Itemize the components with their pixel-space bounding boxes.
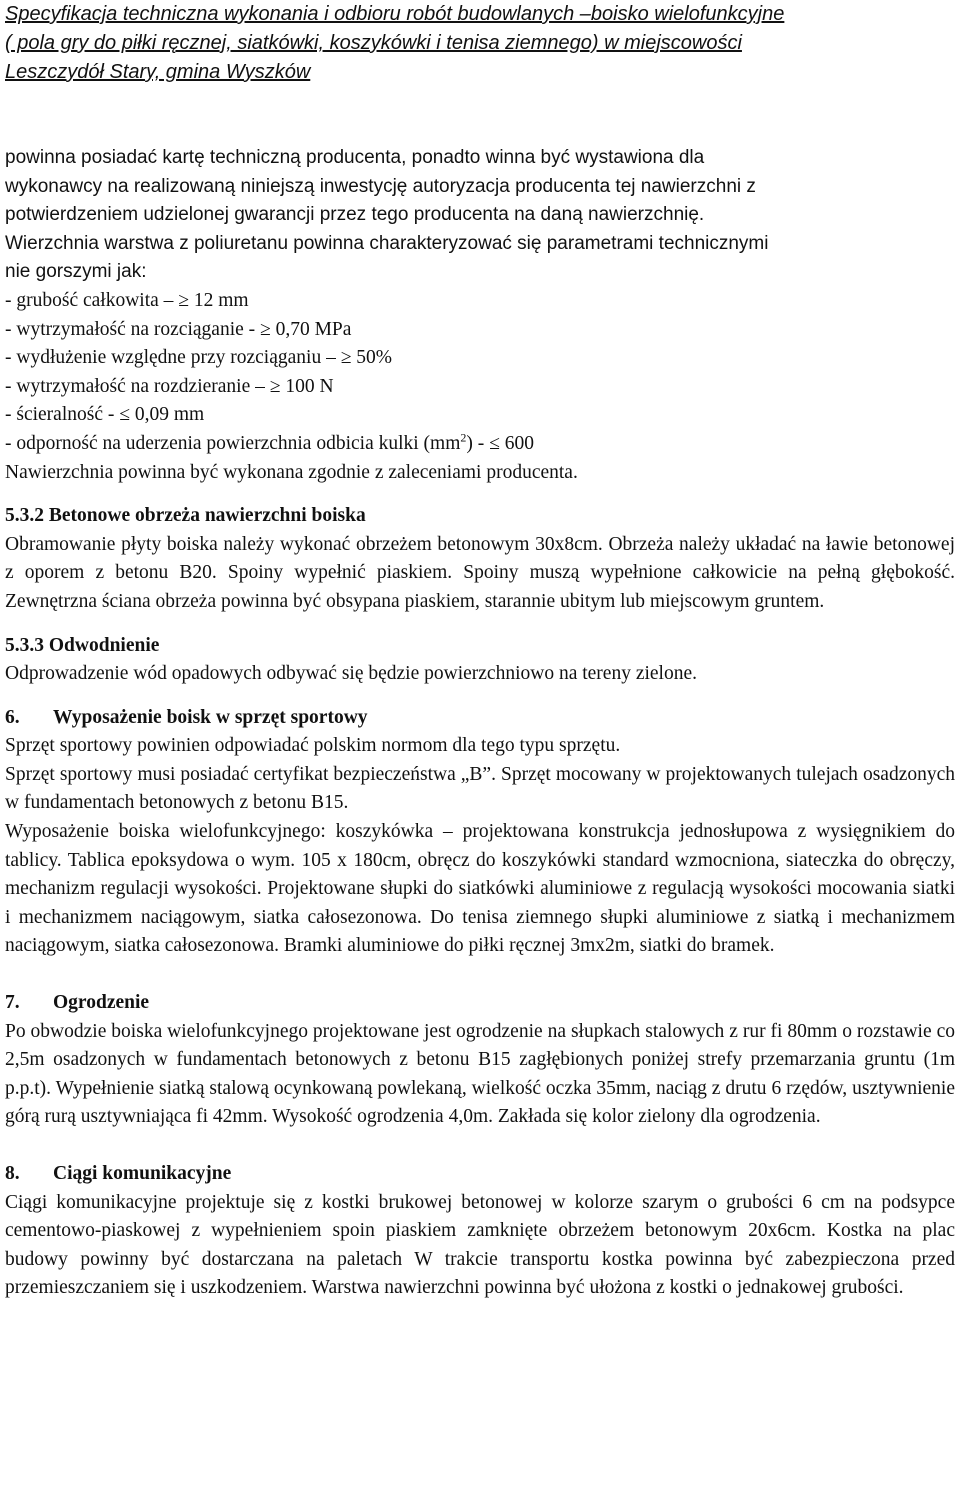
impact-text: - odporność na uderzenia powierzchnia odbicia kulki (mm [5, 432, 461, 454]
section-number: 7. [5, 992, 20, 1014]
section-number: 6. [5, 706, 20, 728]
param-item: - wytrzymałość na rozdzieranie – ≥ 100 N [5, 375, 334, 397]
section-8 [5, 1160, 955, 1303]
params-block [5, 230, 955, 487]
section-5-3-2 [5, 502, 955, 616]
params-intro-1: Wierzchnia warstwa z poliuretanu powinna charakteryzować się parametrami technicznymi [5, 232, 769, 254]
intro-line-1: powinna posiadać kartę techniczną producenta, ponadto winna być wystawiona dla [5, 147, 705, 168]
section-heading [5, 704, 955, 733]
impact-value: ) - ≤ 600 [466, 432, 534, 454]
section-text: Wyposażenie boiska wielofunkcyjnego: koszykówka – projektowana konstrukcja jednosłupowa z wysięgnikiem do tablicy. Tablica epoksydowa o wym. 105 x 180cm, obręcz do koszykówki standard wzmocniona, siateczka do obręczy, mechanizm regulacji wysokości. Projektowane słupki do siatkówki aluminiowe z regulacją wysokości mocowania siatki i mechanizmem naciągowym, siatka całosezonowa. Do tenisa ziemnego słupki aluminiowe z siatką i mechanizmem naciągowym, siatka całosezonowa. Bramki aluminiowe do piłki ręcznej 3mx2m, siatki do bramek. [5, 821, 955, 957]
section-heading [5, 632, 955, 661]
impact-superscript: 2 [460, 430, 467, 445]
section-heading [5, 502, 955, 531]
intro-paragraph [5, 144, 955, 230]
section-title: Odwodnienie [48, 634, 160, 656]
intro-line-2: wykonawcy na realizowaną niniejszą inwestycję autoryzacja producenta tej nawierzchni z [5, 175, 756, 197]
param-item: - ścieralność - ≤ 0,09 mm [5, 404, 205, 426]
section-7 [5, 989, 955, 1132]
param-item: - wydłużenie względne przy rozciąganiu – ≥ 50% [5, 347, 393, 369]
param-item-impact [5, 430, 955, 459]
param-item: - grubość całkowita – ≥ 12 mm [5, 289, 249, 311]
section-text: Odprowadzenie wód opadowych odbywać się będzie powierzchniowo na tereny zielone. [5, 663, 697, 685]
section-text: Po obwodzie boiska wielofunkcyjnego projektowane jest ogrodzenie na słupkach stalowych z rur fi 80mm o rozstawie co 2,5m osadzonych w fundamentach betonowych z betonu B15 zagłębionych poniżej strefy przemarzania gruntu (1m p.p.t). Wypełnienie siatką stalową ocynkowaną powlekaną, wielkość oczka 35mm, naciąg z drutu 6 rzędów, usztywnienie górą rurą usztywniająca fi 42mm. Wysokość ogrodzenia 4,0m. Zakłada się kolor zielony dla ogrodzenia. [5, 1020, 955, 1128]
section-text: Sprzęt sportowy powinien odpowiadać polskim normom dla tego typu sprzętu. [5, 735, 621, 757]
section-text: Ciągi komunikacyjne projektuje się z kostki brukowej betonowej w kolorze szarym o grubości 6 cm na podsypce cementowo-piaskowej z wypełnieniem spoin piaskiem zamknięte obrzeżem betonowym 20x6cm. Kostka na plac budowy powinny być dostarczana na paletach W trakcie transportu kostka powinna być zabezpieczona przed przemieszczaniem się i uszkodzeniem. Warstwa nawierzchni powinna być ułożona z kostki o jednakowej grubości. [5, 1191, 955, 1299]
param-item: - wytrzymałość na rozciąganie - ≥ 0,70 MPa [5, 318, 352, 340]
section-heading [5, 989, 955, 1018]
section-text: Sprzęt sportowy musi posiadać certyfikat bezpieczeństwa „B”. Sprzęt mocowany w projektowanych tulejach osadzonych w fundamentach betonowych z betonu B15. [5, 763, 955, 814]
header-line-1: Specyfikacja techniczna wykonania i odbioru robót budowlanych –boisko wielofunkcyjne [5, 3, 785, 25]
section-number: 8. [5, 1163, 20, 1184]
section-6 [5, 704, 955, 961]
section-title: Wyposażenie boisk w sprzęt sportowy [53, 706, 368, 728]
section-title: Ogrodzenie [53, 992, 150, 1014]
header-line-2: ( pola gry do piłki ręcznej, siatkówki, koszykówki i tenisa ziemnego) w miejscowości [5, 32, 742, 54]
section-number: 5.3.2 [5, 505, 44, 527]
section-text: Obramowanie płyty boiska należy wykonać obrzeżem betonowym 30x8cm. Obrzeża należy układać na ławie betonowej z oporem z betonu B20. Spoiny wypełnić piaskiem. Spoiny muszą wypełnione całkowicie na pełną głębokość. Zewnętrzna ściana obrzeża powinna być obsypana piaskiem, starannie ubitym lub miejscowym gruntem. [5, 533, 955, 612]
section-5-3-3 [5, 632, 955, 689]
params-intro-2: nie gorszymi jak: [5, 261, 147, 283]
section-heading [5, 1160, 955, 1189]
intro-line-3: potwierdzeniem udzielonej gwarancji przez tego producenta na daną nawierzchnię. [5, 204, 705, 226]
page-header [5, 0, 955, 87]
params-closing: Nawierzchnia powinna być wykonana zgodnie z zaleceniami producenta. [5, 461, 578, 483]
section-number: 5.3.3 [5, 634, 44, 656]
header-line-3: Leszczydół Stary, gmina Wyszków [5, 61, 311, 83]
section-title: Ciągi komunikacyjne [53, 1163, 232, 1184]
section-title: Betonowe obrzeża nawierzchni boiska [48, 505, 366, 527]
